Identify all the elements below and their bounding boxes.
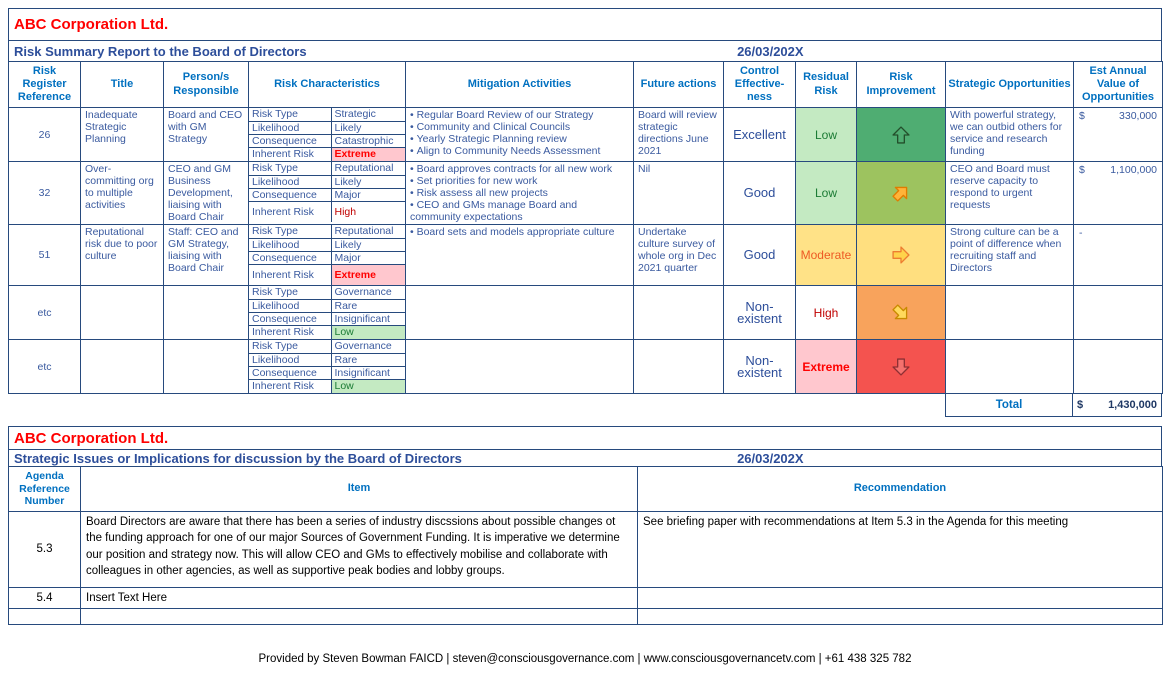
total-row [8, 394, 1162, 417]
column-header-future-actions: Future actions [634, 62, 724, 108]
characteristic-label: Consequence [249, 251, 331, 264]
characteristic-label: Inherent Risk [249, 325, 331, 339]
characteristic-row [249, 188, 405, 201]
est-annual-value-cell [1074, 108, 1163, 162]
risk-improvement-cell [857, 225, 946, 286]
currency-symbol: - [1079, 227, 1083, 239]
control-effectiveness-cell: Non-existent [724, 340, 796, 394]
person-responsible-cell: Staff: CEO and GM Strategy, liaising with Board Chair [164, 225, 249, 286]
column-header-risk-improvement: Risk Improvement [857, 62, 946, 108]
characteristic-value: Low [331, 325, 405, 339]
characteristic-label: Likelihood [249, 238, 331, 251]
amount: 1,100,000 [1110, 164, 1157, 176]
characteristic-row [249, 379, 405, 393]
recommendation-cell: See briefing paper with recommendations at Item 5.3 in the Agenda for this meeting [638, 512, 1163, 588]
risk-title-cell: Over- committing org to multiple activities [81, 162, 164, 225]
table-row [9, 162, 1163, 225]
residual-risk-cell: Moderate [796, 225, 857, 286]
mitigation-item: • Community and Clinical Councils [410, 121, 629, 133]
characteristic-row [249, 147, 405, 161]
characteristic-label: Consequence [249, 366, 331, 379]
characteristic-row [249, 299, 405, 312]
characteristic-row [249, 121, 405, 134]
total-value-cell [1073, 394, 1162, 417]
future-actions-cell: Board will review strategic directions June 2021 [634, 108, 724, 162]
characteristic-value: Rare [331, 299, 405, 312]
company-name: ABC Corporation Ltd. [14, 429, 169, 447]
characteristic-row [249, 108, 405, 121]
table-row [9, 225, 1163, 286]
table-header-row [9, 467, 1163, 512]
residual-risk-cell: Low [796, 162, 857, 225]
characteristic-row [249, 134, 405, 147]
money-value [1078, 226, 1158, 240]
column-header-title: Title [81, 62, 164, 108]
characteristic-value: High [331, 201, 405, 222]
est-annual-value-cell [1074, 162, 1163, 225]
characteristic-label: Consequence [249, 134, 331, 147]
risk-ref-cell: 26 [9, 108, 81, 162]
column-header-mitigation-activities: Mitigation Activities [406, 62, 634, 108]
risk-ref-cell: etc [9, 286, 81, 340]
est-annual-value-cell [1074, 286, 1163, 340]
column-header-agenda-reference: Agenda Reference Number [9, 467, 81, 512]
total-label: Total [945, 394, 1073, 417]
risk-characteristics-subtable [249, 340, 405, 393]
est-annual-value-cell [1074, 225, 1163, 286]
mitigation-item: • Align to Community Needs Assessment [410, 145, 629, 157]
future-actions-cell [634, 286, 724, 340]
currency-symbol: $ [1079, 110, 1085, 122]
characteristic-label: Risk Type [249, 108, 331, 121]
person-responsible-cell [164, 286, 249, 340]
recommendation-cell [638, 588, 1163, 609]
mitigation-activities-cell [406, 340, 634, 394]
characteristic-row [249, 286, 405, 299]
mitigation-activities-cell [406, 108, 634, 162]
characteristic-label: Risk Type [249, 225, 331, 238]
characteristic-value: Low [331, 379, 405, 393]
characteristic-row [249, 238, 405, 251]
characteristic-row [249, 264, 405, 285]
characteristic-label: Consequence [249, 188, 331, 201]
table-row [9, 340, 1163, 394]
column-header-residual-risk: Residual Risk [796, 62, 857, 108]
report-date: 26/03/202X [737, 450, 804, 466]
person-responsible-cell [164, 340, 249, 394]
risk-improvement-cell [857, 340, 946, 394]
characteristic-label: Risk Type [249, 162, 331, 175]
characteristic-value: Strategic [331, 108, 405, 121]
column-header-est-annual-value: Est Annual Value of Opportunities [1074, 62, 1163, 108]
characteristic-label: Likelihood [249, 175, 331, 188]
strategic-opportunities-cell: CEO and Board must reserve capacity to respond to urgent requests [946, 162, 1074, 225]
report-title-row [8, 449, 1162, 467]
residual-risk-cell: Low [796, 108, 857, 162]
risk-characteristics-subtable [249, 162, 405, 222]
characteristic-value: Catastrophic [331, 134, 405, 147]
table-header-row [9, 62, 1163, 108]
future-actions-cell: Nil [634, 162, 724, 225]
mitigation-item: • Risk assess all new projects [410, 187, 629, 199]
characteristic-row [249, 366, 405, 379]
mitigation-item: • Set priorities for new work [410, 175, 629, 187]
residual-risk-cell: Extreme [796, 340, 857, 394]
characteristic-value: Insignificant [331, 312, 405, 325]
table-row [9, 609, 1163, 625]
person-responsible-cell: Board and CEO with GM Strategy [164, 108, 249, 162]
risk-improvement-cell [857, 286, 946, 340]
characteristic-value: Insignificant [331, 366, 405, 379]
right-arrow-icon [891, 245, 911, 265]
column-header-control-effectiveness: Control Effective-ness [724, 62, 796, 108]
item-cell [81, 609, 638, 625]
characteristic-value: Rare [331, 353, 405, 366]
characteristic-value: Major [331, 188, 405, 201]
up-right-arrow-icon [891, 183, 911, 203]
person-responsible-cell: CEO and GM Business Development, liaising with Board Chair [164, 162, 249, 225]
risk-improvement-cell [857, 108, 946, 162]
column-header-risk-characteristics: Risk Characteristics [249, 62, 406, 108]
table-row [9, 286, 1163, 340]
risk-characteristics-subtable [249, 286, 405, 339]
item-cell: Insert Text Here [81, 588, 638, 609]
characteristic-label: Likelihood [249, 121, 331, 134]
risk-characteristics-subtable [249, 108, 405, 161]
characteristic-value: Likely [331, 238, 405, 251]
down-arrow-icon [891, 357, 911, 377]
strategic-opportunities-cell [946, 340, 1074, 394]
risk-title-cell [81, 340, 164, 394]
company-header-row [8, 8, 1162, 40]
characteristic-row [249, 312, 405, 325]
characteristic-value: Reputational [331, 162, 405, 175]
characteristic-label: Likelihood [249, 299, 331, 312]
mitigation-item: • CEO and GMs manage Board and community expectations [410, 199, 629, 223]
mitigation-item: • Board sets and models appropriate culture [410, 226, 629, 238]
risk-characteristics-cell [249, 162, 406, 225]
recommendation-cell [638, 609, 1163, 625]
characteristic-label: Consequence [249, 312, 331, 325]
characteristic-row [249, 225, 405, 238]
amount: 330,000 [1119, 110, 1157, 122]
risk-characteristics-cell [249, 286, 406, 340]
characteristic-value: Major [331, 251, 405, 264]
mitigation-activities-cell [406, 286, 634, 340]
risk-title-cell [81, 286, 164, 340]
future-actions-cell: Undertake culture survey of whole org in Dec 2021 quarter [634, 225, 724, 286]
company-header-row [8, 426, 1162, 449]
characteristic-value: Likely [331, 175, 405, 188]
table-row [9, 588, 1163, 609]
characteristic-value: Governance [331, 286, 405, 299]
characteristic-row [249, 175, 405, 188]
strategic-opportunities-cell: With powerful strategy, we can outbid others for service and research funding [946, 108, 1074, 162]
report-title-row [8, 40, 1162, 62]
mitigation-item: • Regular Board Review of our Strategy [410, 109, 629, 121]
money-value [1078, 163, 1158, 177]
money-value [1078, 341, 1158, 343]
future-actions-cell [634, 340, 724, 394]
agenda-ref-cell [9, 609, 81, 625]
mitigation-activities-cell [406, 162, 634, 225]
characteristic-label: Inherent Risk [249, 147, 331, 161]
risk-characteristics-cell [249, 108, 406, 162]
risk-summary-table [8, 61, 1163, 394]
strategic-issues-section [8, 426, 1162, 625]
risk-characteristics-cell [249, 340, 406, 394]
est-annual-value-cell [1074, 340, 1163, 394]
column-header-strategic-opportunities: Strategic Opportunities [946, 62, 1074, 108]
strategic-opportunities-cell: Strong culture can be a point of difference when recruiting staff and Directors [946, 225, 1074, 286]
report-title: Risk Summary Report to the Board of Directors [14, 43, 307, 59]
column-header-recommendation: Recommendation [638, 467, 1163, 512]
strategic-opportunities-cell [946, 286, 1074, 340]
money-value [1078, 109, 1158, 123]
mitigation-activities-cell [406, 225, 634, 286]
characteristic-value: Governance [331, 340, 405, 353]
risk-characteristics-cell [249, 225, 406, 286]
risk-characteristics-subtable [249, 225, 405, 285]
characteristic-row [249, 201, 405, 222]
characteristic-row [249, 162, 405, 175]
characteristic-value: Reputational [331, 225, 405, 238]
characteristic-label: Risk Type [249, 286, 331, 299]
residual-risk-cell: High [796, 286, 857, 340]
mitigation-item: • Board approves contracts for all new work [410, 163, 629, 175]
characteristic-value: Extreme [331, 147, 405, 161]
column-header-risk-register-reference: Risk Register Reference [9, 62, 81, 108]
total-amount: 1,430,000 [1108, 399, 1157, 411]
control-effectiveness-cell: Non-existent [724, 286, 796, 340]
risk-title-cell: Reputational risk due to poor culture [81, 225, 164, 286]
risk-ref-cell: 51 [9, 225, 81, 286]
table-row [9, 108, 1163, 162]
item-cell: Board Directors are aware that there has been a series of industry discssions about possible changes ot the funding approach for one of our major Sources of Government Funding. It is imperative we determine our position and strategy now. This will allow CEO and GMs to effectively mobilise and collaborate with colleagues in other agencies, as well as supportive peak bodies and lobby groups. [81, 512, 638, 588]
report-title: Strategic Issues or Implications for discussion by the Board of Directors [14, 450, 462, 466]
down-right-arrow-icon [891, 303, 911, 323]
strategic-issues-table [8, 466, 1163, 625]
risk-title-cell: Inadequate Strategic Planning [81, 108, 164, 162]
mitigation-item: • Yearly Strategic Planning review [410, 133, 629, 145]
money-value [1078, 287, 1158, 289]
characteristic-label: Inherent Risk [249, 201, 331, 222]
control-effectiveness-cell: Excellent [724, 108, 796, 162]
total-currency: $ [1077, 399, 1084, 411]
characteristic-row [249, 325, 405, 339]
characteristic-row [249, 251, 405, 264]
characteristic-value: Extreme [331, 264, 405, 285]
currency-symbol: $ [1079, 164, 1085, 176]
column-header-person-responsible: Person/s Responsible [164, 62, 249, 108]
risk-ref-cell: etc [9, 340, 81, 394]
characteristic-label: Inherent Risk [249, 264, 331, 285]
risk-summary-report-section [8, 8, 1162, 417]
characteristic-row [249, 353, 405, 366]
agenda-ref-cell: 5.3 [9, 512, 81, 588]
agenda-ref-cell: 5.4 [9, 588, 81, 609]
up-arrow-icon [891, 125, 911, 145]
risk-improvement-cell [857, 162, 946, 225]
risk-ref-cell: 32 [9, 162, 81, 225]
characteristic-label: Inherent Risk [249, 379, 331, 393]
column-header-item: Item [81, 467, 638, 512]
characteristic-label: Risk Type [249, 340, 331, 353]
characteristic-row [249, 340, 405, 353]
report-date: 26/03/202X [737, 43, 804, 59]
footer-credit: Provided by Steven Bowman FAICD | steven@consciousgovernance.com | www.consciousgovernancetv.com | +61 438 325 782 [258, 653, 912, 666]
control-effectiveness-cell: Good [724, 225, 796, 286]
characteristic-label: Likelihood [249, 353, 331, 366]
characteristic-value: Likely [331, 121, 405, 134]
control-effectiveness-cell: Good [724, 162, 796, 225]
table-row [9, 512, 1163, 588]
company-name: ABC Corporation Ltd. [14, 16, 169, 33]
